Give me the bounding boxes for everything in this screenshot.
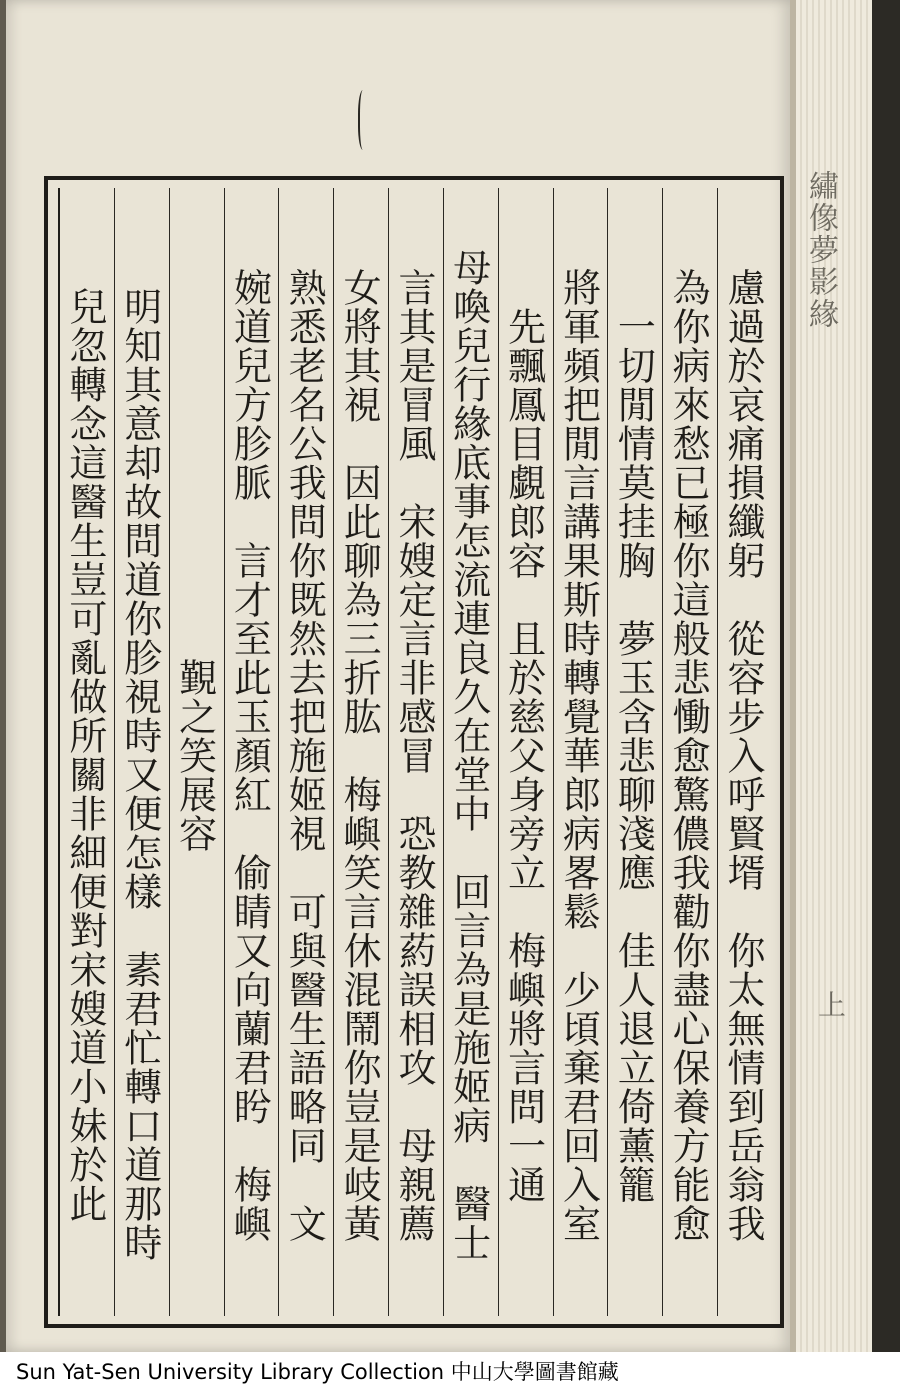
text-frame: [44, 176, 784, 1328]
collection-caption: Sun Yat-Sen University Library Collection 中山大學圖書館藏: [0, 1352, 900, 1392]
column-text: 先飄鳳目覷郎容 且於慈父身旁立 梅嶼將言問一通: [501, 306, 546, 1204]
column-text: 將軍頻把閒言講果斯時轉覺華郎病畧鬆 少頃棄君回入室: [556, 267, 601, 1243]
text-column: [333, 188, 388, 1316]
book-shadow: [872, 0, 900, 1352]
text-column: [498, 188, 553, 1316]
text-column: [169, 188, 224, 1316]
text-column: [443, 188, 498, 1316]
text-column: [60, 188, 114, 1316]
column-text: 一切閒情莫挂胸 夢玉含悲聊淺應 佳人退立倚薰籠: [611, 306, 656, 1204]
text-column: [553, 188, 608, 1316]
column-text: 言其是冒風 宋嫂定言非感冒 恐教雜葯誤相攻 母親薦: [391, 267, 436, 1243]
text-column: [717, 188, 772, 1316]
text-column: [278, 188, 333, 1316]
column-text: 母喚兒行緣底事怎流連良久在堂中 回言為是施姬病 醫士: [446, 248, 491, 1262]
text-columns: [60, 188, 772, 1316]
column-text: 婉道兒方胗脈 言才至此玉顏紅 偷睛又向蘭君盻 梅嶼: [227, 267, 272, 1243]
column-text: 兒忽轉念這醫生豈可亂做所關非細便對宋嫂道小妹於此: [62, 287, 107, 1223]
column-text: 覲之笑展容: [172, 657, 217, 853]
column-text: 女將其視 因此聊為三折肱 梅嶼笑言休混鬧你豈是岐黃: [337, 267, 382, 1243]
column-text: 為你病來愁已極你這般悲慟愈驚儂我勸你盡心保養方能愈: [666, 267, 711, 1243]
column-text: 熟悉老名公我問你既然去把施姬視 可與醫生語略同 文: [282, 267, 327, 1243]
ink-mark: [358, 90, 370, 150]
column-text: 明知其意却故問道你胗視時又便怎樣 素君忙轉口道那時: [117, 248, 162, 1262]
page-edges: [790, 0, 872, 1352]
edge-title: 繡像夢影緣: [803, 170, 838, 330]
column-text: 慮過於哀痛損纖躬 從容步入呼賢壻 你太無情到岳翁我: [721, 267, 765, 1243]
text-column: [224, 188, 279, 1316]
text-column: [114, 188, 169, 1316]
text-frame-inner: [58, 188, 772, 1316]
text-column: [388, 188, 443, 1316]
text-column: [607, 188, 662, 1316]
page-spine: [790, 0, 796, 1352]
text-column: [662, 188, 717, 1316]
edge-page-mark: 上: [814, 990, 847, 1018]
